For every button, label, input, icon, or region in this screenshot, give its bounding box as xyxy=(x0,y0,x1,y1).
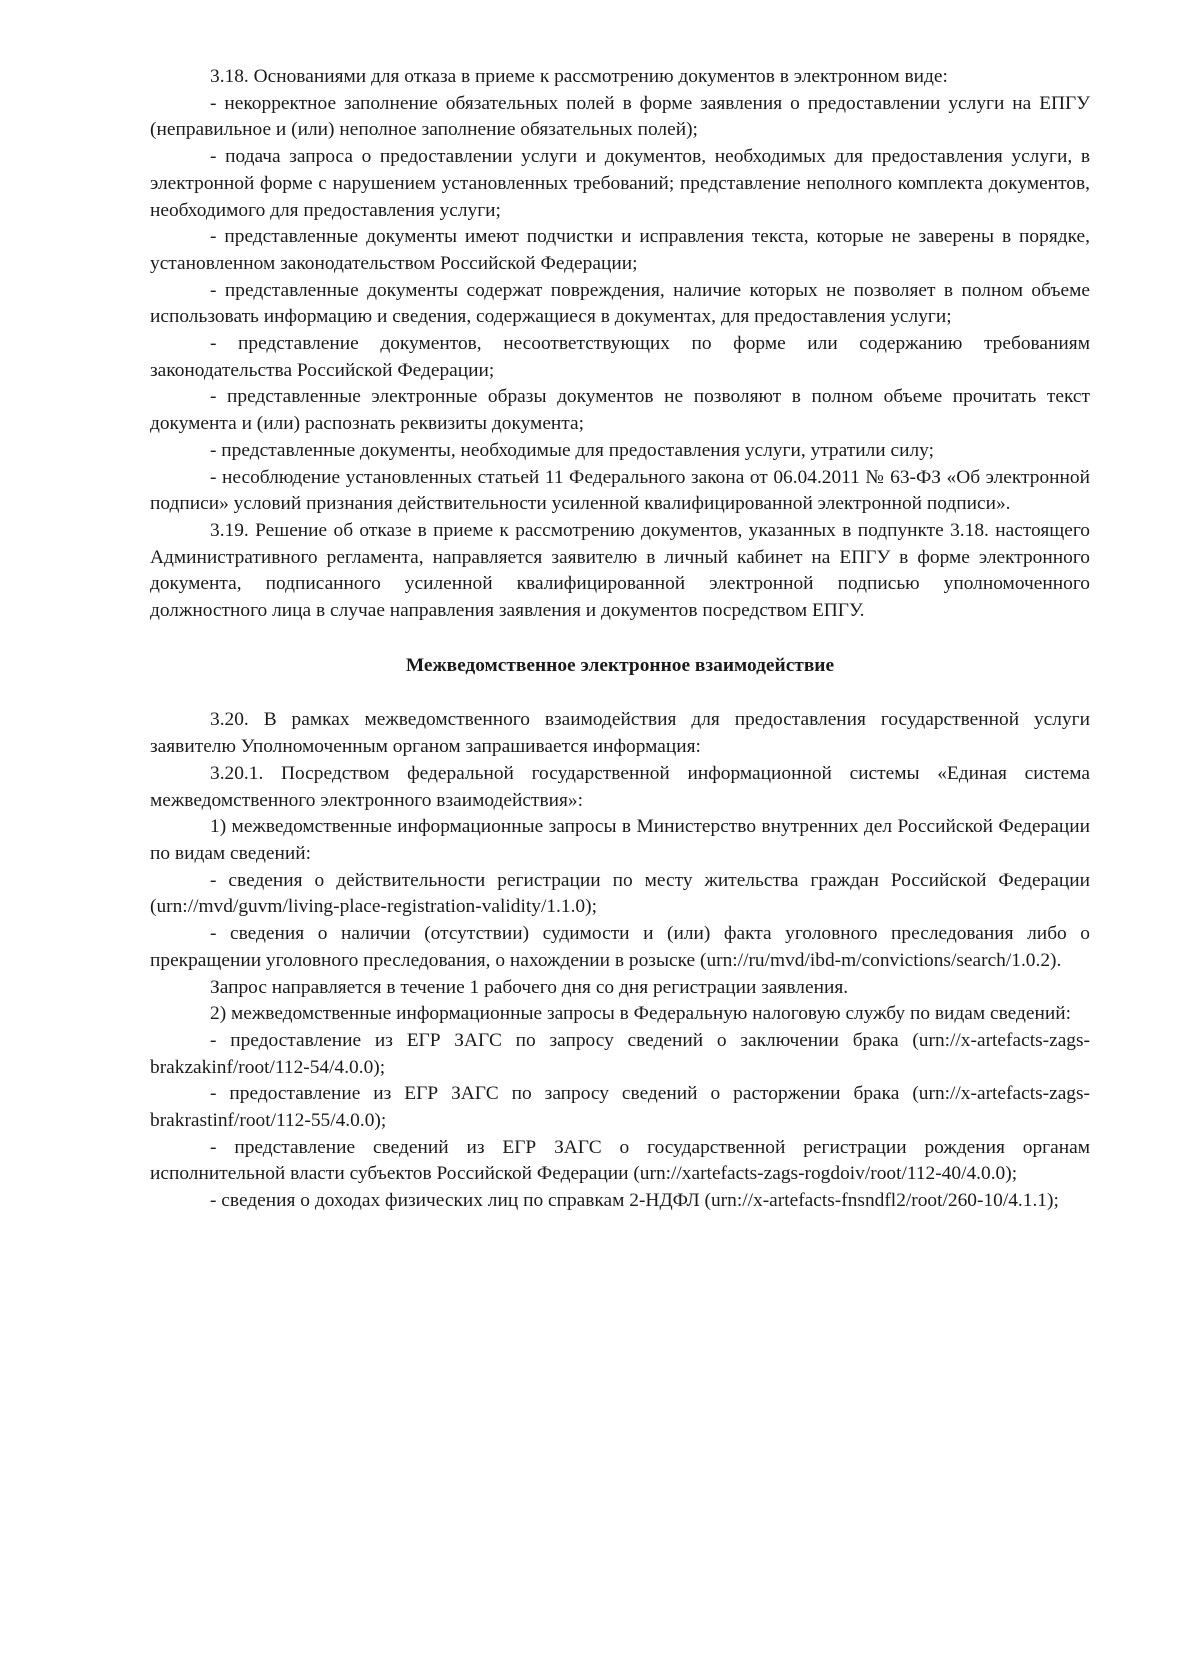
paragraph-3-20-1: 3.20.1. Посредством федеральной государственной информационной системы «Единая система межведомственного электронного взаимодействия»: xyxy=(150,762,1090,811)
list-item: - представленные документы имеют подчистки и исправления текста, которые не заверены в порядке, установленном законодательством Российской Федерации; xyxy=(150,226,1090,274)
list-item: - предоставление из ЕГР ЗАГС по запросу сведений о расторжении брака (urn://x-artefacts-zags-brakrastinf/root/112-55/4.0.0); xyxy=(150,1083,1090,1132)
section-heading: Межведомственное электронное взаимодействие xyxy=(405,654,835,676)
list-item: - некорректное заполнение обязательных полей в форме заявления о предоставлении услуги на ЕПГУ (неправильное и (или) неполное заполнение обязательных полей); xyxy=(150,92,1090,141)
list-item: - представленные документы, необходимые для предоставления услуги, утратили силу; xyxy=(210,439,934,461)
list-item: - представленные документы содержат повреждения, наличие которых не позволяет в полном объеме использовать информацию и сведения, содержащиеся в документах, для предоставления услуги; xyxy=(150,279,1090,328)
list-item: - несоблюдение установленных статьей 11 Федерального закона от 06.04.2011 № 63-ФЗ «Об электронной подписи» условий признания действительности усиленной квалифицированной электронной подписи». xyxy=(150,466,1090,515)
list-item: - сведения о доходах физических лиц по справкам 2-НДФЛ (urn://x-artefacts-fnsndfl2/root/260-10/4.1.1); xyxy=(210,1190,1059,1212)
paragraph-3-20: 3.20. В рамках межведомственного взаимодействия для предоставления государственной услуги заявителю Уполномоченным органом запрашивается информация: xyxy=(150,709,1090,758)
list-item: - сведения о наличии (отсутствии) судимости и (или) факта уголовного преследования либо о прекращении уголовного преследования, о нахождении в розыске (urn://ru/mvd/ibd-m/convictions/search/1.0.2). xyxy=(150,923,1090,971)
paragraph-3-18: 3.18. Основаниями для отказа в приеме к рассмотрению документов в электронном виде: xyxy=(210,66,948,87)
list-item: 1) межведомственные информационные запросы в Министерство внутренних дел Российской Федерации по видам сведений: xyxy=(150,816,1090,864)
document-page xyxy=(150,64,1090,1215)
list-item: 2) межведомственные информационные запросы в Федеральную налоговую службу по видам сведений: xyxy=(210,1003,1072,1025)
list-item: - подача запроса о предоставлении услуги и документов, необходимых для предоставления услуги, в электронной форме с нарушением установленных требований; представление неполного комплекта документов, необходимого для предоставления услуги; xyxy=(150,146,1090,221)
list-item: - представленные электронные образы документов не позволяют в полном объеме прочитать текст документа и (или) распознать реквизиты документа; xyxy=(150,386,1090,435)
paragraph-note: Запрос направляется в течение 1 рабочего дня со дня регистрации заявления. xyxy=(210,976,849,998)
list-item: - сведения о действительности регистрации по месту жительства граждан Российской Федерации (urn://mvd/guvm/living-place-registration-validity/1.1.0); xyxy=(150,869,1090,918)
list-item: - представление документов, несоответствующих по форме или содержанию требованиям законодательства Российской Федерации; xyxy=(150,333,1090,381)
list-item: - предоставление из ЕГР ЗАГС по запросу сведений о заключении брака (urn://x-artefacts-zags-brakzakinf/root/112-54/4.0.0); xyxy=(150,1029,1090,1078)
list-item: - представление сведений из ЕГР ЗАГС о государственной регистрации рождения органам исполнительной власти субъектов Российской Федерации (urn://xartefacts-zags-rogdoiv/root/112-40/4.0.0); xyxy=(150,1136,1090,1185)
paragraph-3-19: 3.19. Решение об отказе в приеме к рассмотрению документов, указанных в подпункте 3.18. настоящего Административного регламента, направляется заявителю в личный кабинет на ЕПГУ в форме электронного документа, подписанного усиленной квалифицированной электронной подписью уполномоченного должностного лица в случае направления заявления и документов посредством ЕПГУ. xyxy=(150,519,1090,622)
